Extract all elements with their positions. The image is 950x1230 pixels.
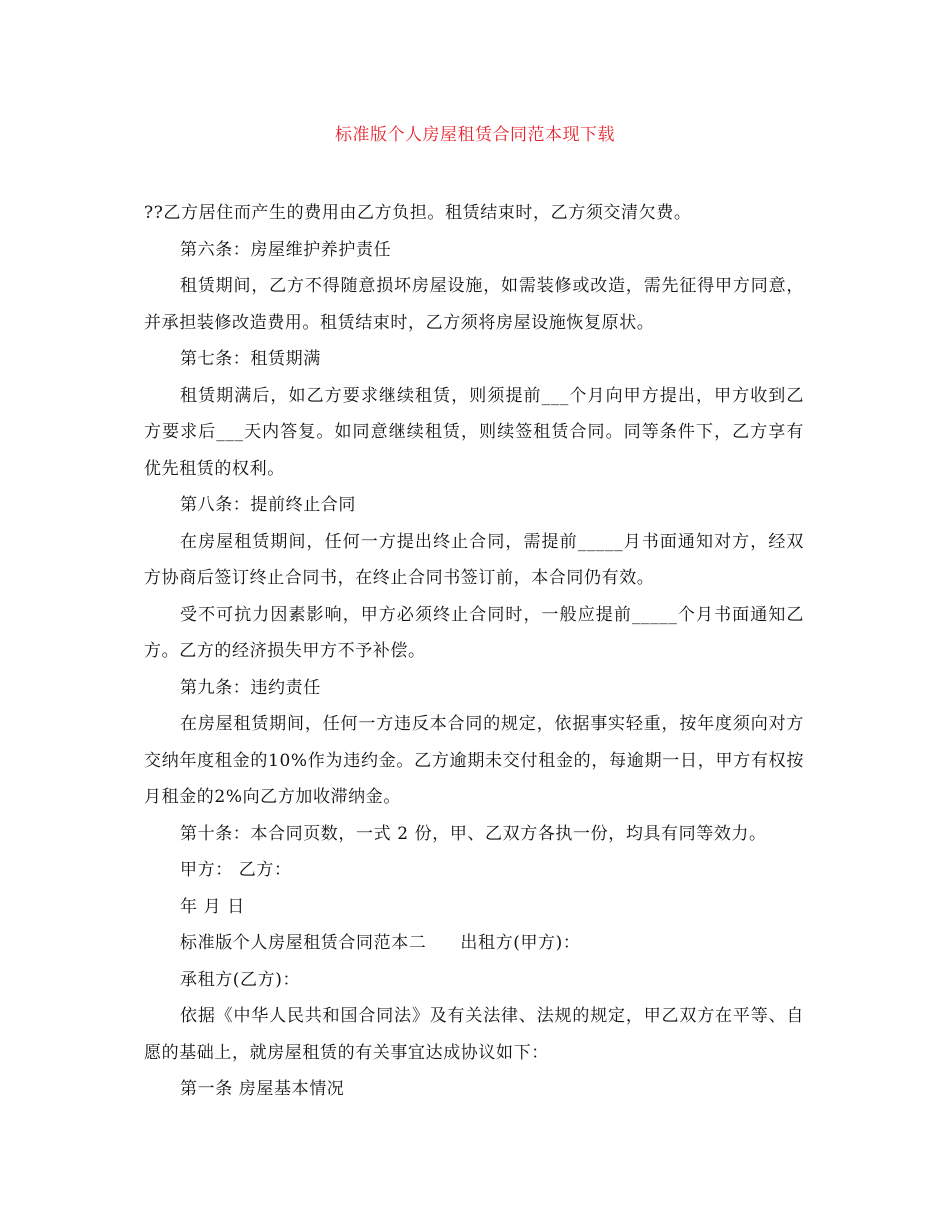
paragraph: ??乙方居住而产生的费用由乙方负担。租赁结束时，乙方须交清欠费。: [144, 203, 692, 223]
lessee-label: 承租方(乙方)：: [180, 969, 301, 990]
article-heading: 第九条：违约责任: [180, 677, 321, 698]
article-heading: 第六条：房屋维护养护责任: [180, 239, 392, 260]
article-heading: 第七条：租赁期满: [180, 349, 321, 369]
document-body: [144, 195, 804, 1108]
article-heading: 第一条 房屋基本情况: [180, 1079, 345, 1099]
paragraph: 在房屋租赁期间，任何一方提出终止合同，需提前_____月书面通知对方，经双方协商后签订终止合同书，在终止合同书签订前，本合同仍有效。: [144, 531, 804, 588]
document-title: 标准版个人房屋租赁合同范本现下载: [335, 125, 615, 145]
paragraph: 在房屋租赁期间，任何一方违反本合同的规定，依据事实轻重，按年度须向对方交纳年度租金的10%作为违约金。乙方逾期未交付租金的，每逾期一日，甲方有权按月租金的2%向乙方加收滞纳金。: [144, 714, 804, 807]
second-contract-title: 标准版个人房屋租赁合同范本二: [180, 933, 427, 953]
paragraph: 受不可抗力因素影响，甲方必须终止合同时，一般应提前_____个月书面通知乙方。乙方的经济损失甲方不予补偿。: [144, 604, 804, 661]
date-line: 年 月 日: [180, 896, 245, 917]
paragraph: 租赁期满后，如乙方要求继续租赁，则须提前___个月向甲方提出，甲方收到乙方要求后___天内答复。如同意继续租赁，则续签租赁合同。同等条件下，乙方享有优先租赁的权利。: [144, 385, 804, 479]
lessor-label: 出租方(甲方)：: [460, 933, 581, 953]
split-line: [144, 925, 804, 962]
paragraph: 租赁期间，乙方不得随意损坏房屋设施，如需装修或改造，需先征得甲方同意，并承担装修改造费用。租赁结束时，乙方须将房屋设施恢复原状。: [144, 276, 804, 333]
signature-line: 甲方： 乙方：: [180, 860, 292, 880]
paragraph: 依据《中华人民共和国合同法》及有关法律、法规的规定，甲乙双方在平等、自愿的基础上，就房屋租赁的有关事宜达成协议如下：: [144, 1006, 804, 1063]
article-heading: 第八条：提前终止合同: [180, 495, 356, 515]
paragraph: 第十条：本合同页数，一式 2 份，甲、乙双方各执一份，均具有同等效力。: [180, 823, 767, 844]
